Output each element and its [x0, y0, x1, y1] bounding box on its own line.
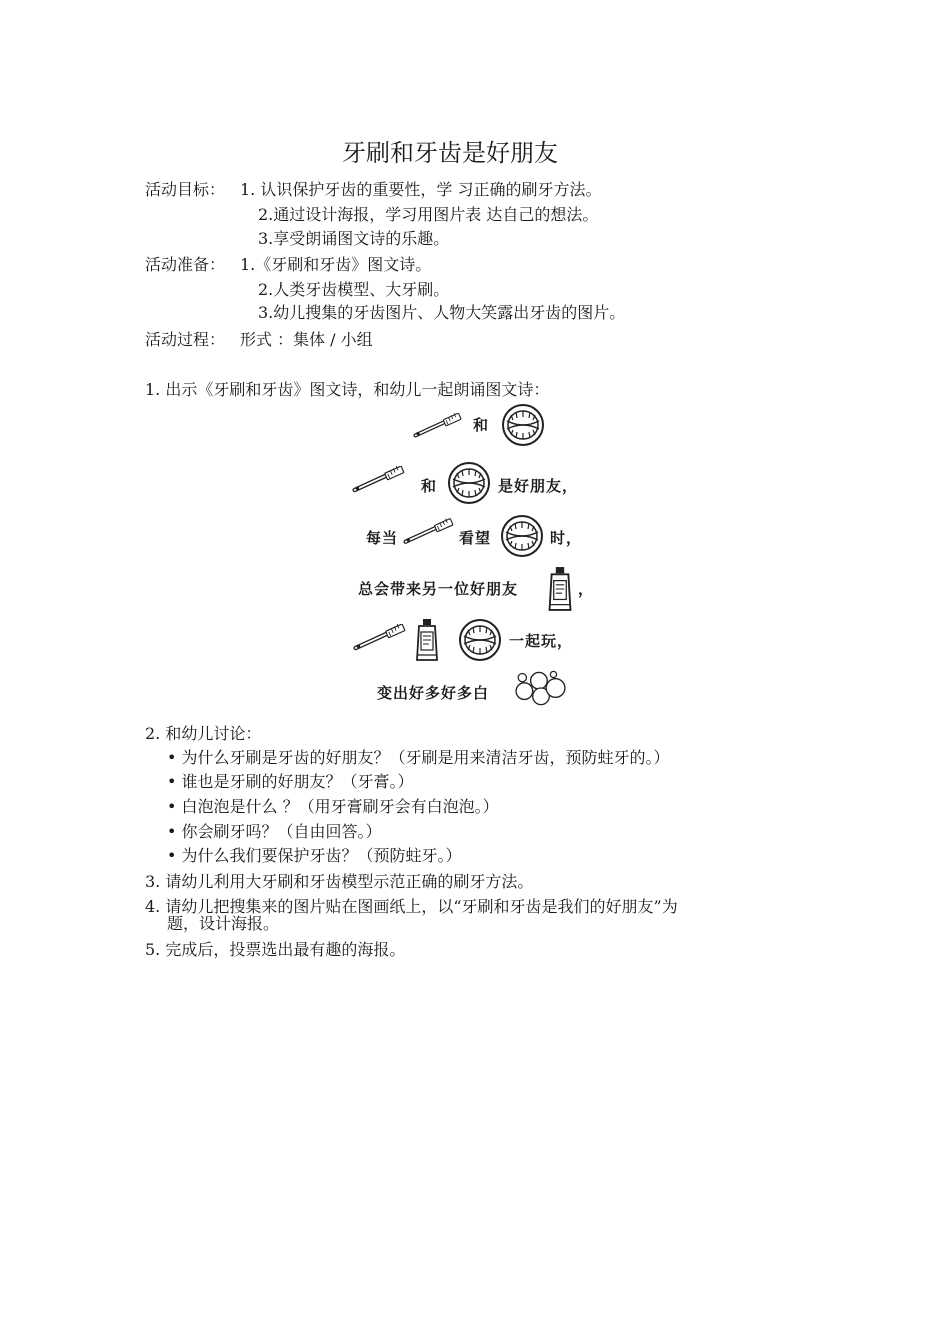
toothbrush-icon: [403, 518, 455, 548]
poem-line1-mid: 和: [473, 416, 490, 434]
teeth-icon: [500, 514, 544, 558]
poem-line6-text: 变出好多好多白: [377, 684, 490, 702]
prep-label: 活动准备：: [145, 255, 226, 274]
prep-item-1: 1.《牙刷和牙齿》图文诗。: [240, 255, 432, 274]
poem-line4-end: ，: [578, 580, 595, 598]
discussion-item-3: • 白泡泡是什么 ？（用牙膏刷牙会有白泡泡。）: [167, 797, 499, 816]
goal-item-3: 3.享受朗诵图文诗的乐趣。: [258, 229, 450, 248]
discussion-item-5: • 为什么我们要保护牙齿？（预防蛀牙。）: [167, 846, 462, 865]
toothbrush-icon: [413, 413, 463, 441]
prep-item-2: 2.人类牙齿模型、大牙刷。: [258, 280, 450, 299]
poem-line3-mid: 看望: [459, 529, 492, 547]
goal-item-1: 1. 认识保护牙齿的重要性，学 习正确的刷牙方法。: [240, 180, 602, 199]
process-form: 形式 ：集体 / 小组: [240, 330, 373, 349]
poem-line4-text: 总会带来另一位好朋友: [358, 580, 519, 598]
poem-line3-start: 每当: [366, 529, 399, 547]
discussion-item-4: • 你会刷牙吗？（自由回答。）: [167, 822, 382, 841]
toothbrush-icon: [353, 624, 407, 654]
discussion-item-1: • 为什么牙刷是牙齿的好朋友？（牙刷是用来清洁牙齿，预防蛀牙的。）: [167, 748, 670, 767]
poem-line5-end: 一起玩，: [509, 632, 574, 650]
toothpaste-icon: [414, 617, 440, 663]
step-1: 1. 出示《牙刷和牙齿》图文诗，和幼儿一起朗诵图文诗：: [145, 380, 550, 399]
step-2: 2. 和幼儿讨论：: [145, 724, 262, 743]
page-title: 牙刷和牙齿是好朋友: [342, 139, 558, 167]
teeth-icon: [447, 461, 491, 505]
toothbrush-icon: [352, 466, 406, 496]
poem-line2-end: 是好朋友，: [498, 477, 579, 495]
toothpaste-icon: [546, 566, 574, 612]
step-5: 5. 完成后，投票选出最有趣的海报。: [145, 940, 406, 959]
teeth-icon: [500, 403, 546, 447]
poem-line3-end: 时，: [550, 529, 583, 547]
discussion-item-2: • 谁也是牙刷的好朋友？（牙膏。）: [167, 772, 414, 791]
goal-item-2: 2.通过设计海报，学习用图片表 达自己的想法。: [258, 205, 599, 224]
bubbles-icon: [514, 670, 568, 706]
poem-line2-mid: 和: [421, 477, 438, 495]
step-4-line2: 题，设计海报。: [167, 914, 280, 933]
teeth-icon: [458, 618, 502, 662]
prep-item-3: 3.幼儿搜集的牙齿图片、人物大笑露出牙齿的图片。: [258, 303, 626, 322]
step-3: 3. 请幼儿利用大牙刷和牙齿模型示范正确的刷牙方法。: [145, 872, 534, 891]
goals-label: 活动目标：: [145, 180, 226, 199]
process-label: 活动过程：: [145, 330, 226, 349]
step-4-line1: 4. 请幼儿把搜集来的图片贴在图画纸上，以“牙刷和牙齿是我们的好朋友”为: [145, 897, 678, 916]
